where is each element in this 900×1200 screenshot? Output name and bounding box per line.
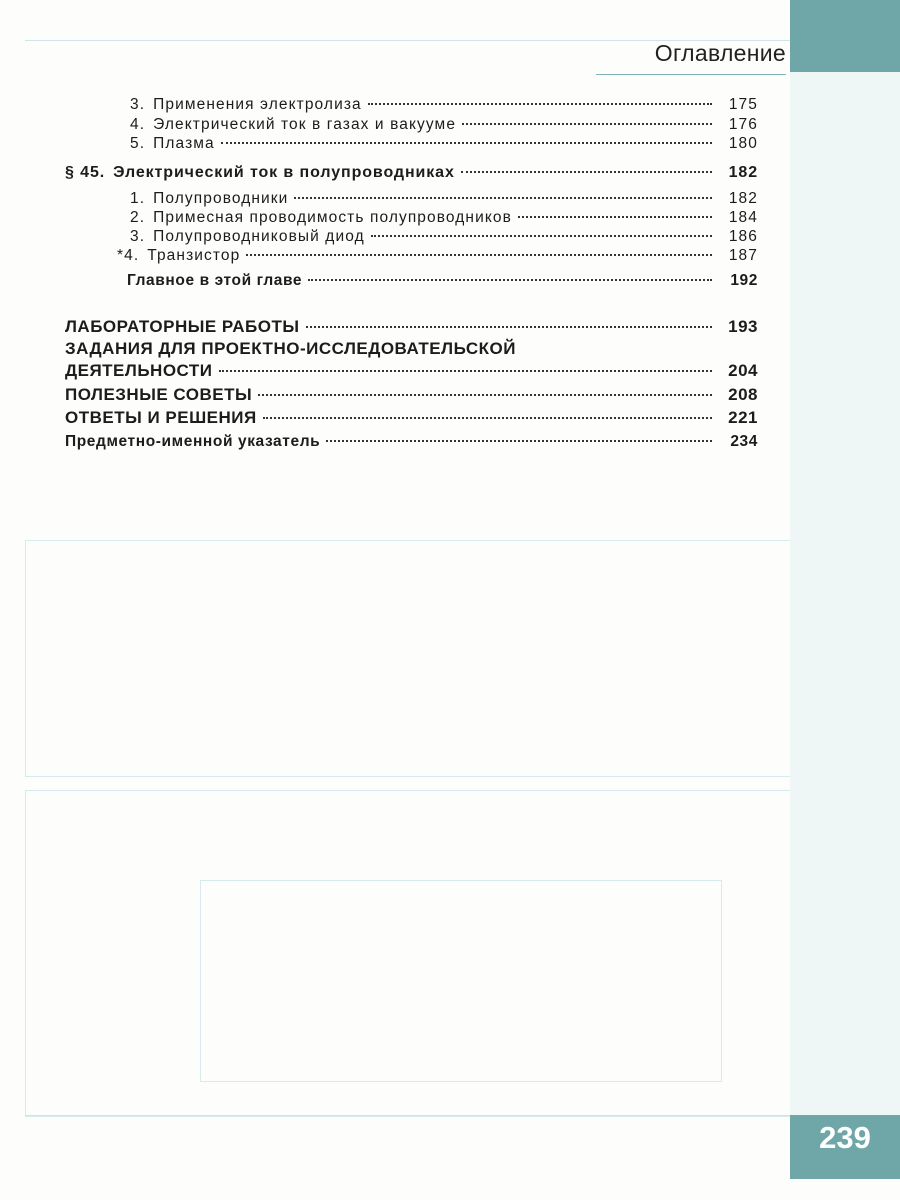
toc-number: § 45. [65, 164, 106, 181]
toc-number: 2. [130, 209, 146, 226]
toc-title: Транзистор [147, 247, 241, 264]
toc-page: 176 [728, 116, 758, 133]
toc-page: 187 [728, 247, 758, 264]
toc-entry[interactable] [130, 228, 758, 246]
toc-page: 180 [728, 135, 758, 152]
page-number: 239 [819, 1120, 871, 1155]
toc-index[interactable] [65, 433, 758, 451]
dot-leader [518, 216, 712, 218]
toc-title: Предметно-именной указатель [65, 433, 321, 450]
toc-page: 186 [728, 228, 758, 245]
toc-page: 182 [728, 190, 758, 207]
dot-leader [462, 123, 712, 125]
dot-leader [308, 279, 712, 281]
toc-part[interactable] [65, 408, 758, 428]
toc-title: Электрический ток в полупроводниках [113, 164, 455, 181]
toc-part[interactable] [65, 385, 758, 405]
dot-leader [368, 103, 712, 105]
dot-leader [306, 326, 712, 328]
toc-entry[interactable] [130, 190, 758, 208]
footer-rule [25, 1115, 790, 1116]
toc-title: Применения электролиза [153, 96, 362, 113]
toc-number: 4. [130, 116, 146, 133]
dot-leader [461, 171, 712, 173]
dot-leader [258, 394, 712, 396]
toc-title: ПОЛЕЗНЫЕ СОВЕТЫ [65, 385, 253, 404]
toc-title: Примесная проводимость полупроводников [153, 209, 512, 226]
toc-entry[interactable] [130, 96, 758, 114]
toc-entry[interactable] [130, 135, 758, 153]
toc-entry[interactable] [117, 247, 758, 265]
toc-part[interactable] [65, 339, 758, 359]
toc-page: 208 [728, 385, 758, 404]
dot-leader [246, 254, 712, 256]
dot-leader [371, 235, 712, 237]
toc-page: 182 [728, 164, 758, 181]
toc-page: 234 [730, 433, 758, 450]
dot-leader [326, 440, 712, 442]
toc-title: Плазма [153, 135, 215, 152]
toc-number: *4. [117, 247, 140, 264]
toc-page: 204 [728, 361, 758, 380]
toc-section[interactable] [65, 164, 758, 182]
toc-title: ОТВЕТЫ И РЕШЕНИЯ [65, 408, 257, 427]
dot-leader [219, 370, 713, 372]
toc-number: 1. [130, 190, 146, 207]
toc-page: 175 [728, 96, 758, 113]
toc-number: 5. [130, 135, 146, 152]
toc-entry[interactable] [130, 209, 758, 227]
toc-title: Электрический ток в газах и вакууме [153, 116, 457, 133]
page-edge-shade [790, 72, 900, 1115]
header-accent-strip [790, 0, 900, 72]
toc-part[interactable] [65, 317, 758, 337]
toc-title: Полупроводниковый диод [153, 228, 365, 245]
dot-leader [221, 142, 712, 144]
toc-number: 3. [130, 96, 146, 113]
toc-page: 193 [728, 317, 758, 336]
toc-title: ЛАБОРАТОРНЫЕ РАБОТЫ [65, 317, 300, 336]
toc-entry[interactable] [130, 116, 758, 134]
toc-number: 3. [130, 228, 146, 245]
toc-title: ЗАДАНИЯ ДЛЯ ПРОЕКТНО-ИССЛЕДОВАТЕЛЬСКОЙ [65, 339, 516, 358]
toc-page: 192 [730, 272, 758, 289]
dot-leader [263, 417, 712, 419]
toc-page: 184 [728, 209, 758, 226]
toc-title: Главное в этой главе [127, 272, 303, 289]
dot-leader [294, 197, 712, 199]
toc-title: ДЕЯТЕЛЬНОСТИ [65, 361, 213, 380]
toc-chapter-summary[interactable] [127, 272, 758, 290]
toc-title: Полупроводники [153, 190, 289, 207]
page-title: Оглавление [654, 40, 786, 66]
toc-part[interactable] [65, 361, 758, 381]
toc-page: 221 [728, 408, 758, 427]
